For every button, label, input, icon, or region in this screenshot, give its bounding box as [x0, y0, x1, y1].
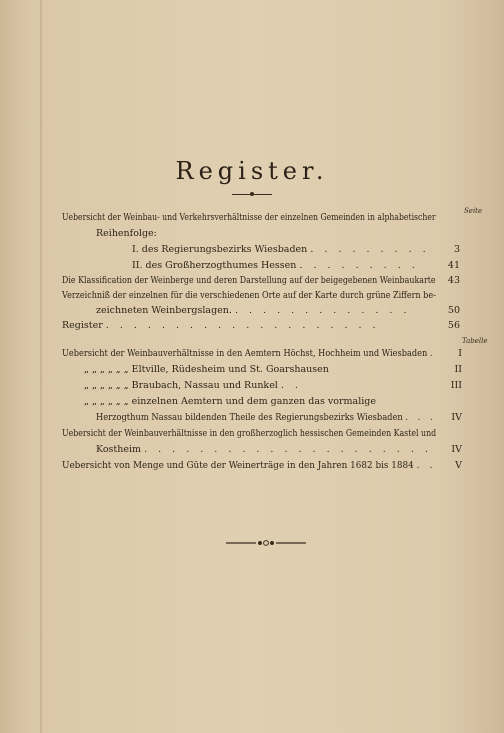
- footer-ornament: [226, 540, 306, 546]
- entry-text: Uebersicht der Weinbauverhältnisse in den Aemtern Höchst, Hochheim und Wiesbaden: [62, 348, 428, 359]
- column-head-tabelle: Tabelle: [462, 337, 488, 345]
- entry-text: Uebersicht von Menge und Güte der Weinerträge in den Jahren 1682 bis 1884: [62, 460, 414, 471]
- leader-dots: . . . . . . . . . . . . . . . . . . . .: [105, 320, 380, 331]
- table-number: IV: [451, 444, 462, 455]
- entry-text: Uebersicht der Weinbau- und Verkehrsverhältnisse der einzelnen Gemeinden in alphabetischer: [62, 212, 436, 223]
- table-number: I: [458, 348, 462, 359]
- entry-text: Herzogthum Nassau bildenden Theile des Regierungsbezirks Wiesbaden: [96, 412, 403, 423]
- toc-entry: [132, 244, 430, 256]
- entry-text: Reihenfolge:: [96, 228, 157, 239]
- toc-entry: [96, 444, 432, 456]
- entry-text: „ „ „ „ „ „ Braubach, Nassau und Runkel: [84, 380, 278, 391]
- entry-text: „ „ „ „ „ „ einzelnen Aemtern und dem ganzen das vormalige: [84, 396, 376, 407]
- page-number: 56: [447, 320, 460, 331]
- entry-text: Uebersicht der Weinbauverhältnisse in den großherzoglich hessischen Gemeinden Kastel und: [62, 429, 437, 439]
- toc-entry: [84, 396, 376, 408]
- entry-text: II. des Großherzogthumes Hessen: [132, 260, 297, 271]
- entry-text: zeichneten Weinbergslagen.: [96, 305, 232, 316]
- toc-entry: [62, 428, 436, 440]
- page-number: 43: [447, 275, 460, 286]
- toc-entry: [132, 260, 419, 272]
- toc-entry: [62, 290, 436, 302]
- leader-dots: . . .: [405, 412, 437, 423]
- toc-entry: [62, 275, 436, 287]
- entry-text: Die Klassification der Weinberge und deren Darstellung auf der beigegebenen Weinbaukarte: [62, 276, 436, 286]
- toc-entry: [62, 212, 436, 224]
- table-number: III: [450, 380, 462, 391]
- leader-dots: .: [429, 348, 436, 359]
- page-title: Register.: [175, 157, 329, 185]
- leader-dots: . .: [416, 460, 437, 471]
- page-number: 50: [447, 305, 460, 316]
- page-number: 41: [447, 260, 460, 271]
- table-number: II: [454, 364, 462, 375]
- toc-entry: [96, 228, 157, 240]
- toc-entry: [84, 364, 329, 376]
- toc-entry: [62, 460, 436, 472]
- entry-text: Kostheim: [96, 444, 142, 455]
- entry-text: „ „ „ „ „ „ Eltville, Rüdesheim und St. Goarshausen: [84, 364, 329, 375]
- entry-text: Verzeichniß der einzelnen für die verschiedenen Orte auf der Karte durch grüne Ziffern be-: [62, 291, 436, 301]
- leader-dots: . . . . . . . . .: [310, 244, 430, 255]
- toc-entry: [84, 380, 302, 392]
- leader-dots: . . . . . . . . . . . . . . . . . . . . .: [144, 444, 432, 455]
- leader-dots: . . . . . . . . . . . . .: [234, 305, 411, 316]
- page-number: 3: [453, 244, 460, 255]
- toc-entry: [96, 305, 410, 317]
- toc-entry: [62, 348, 436, 360]
- column-head-seite: Seite: [464, 207, 483, 215]
- leader-dots: . . . . . . . . .: [299, 260, 419, 271]
- toc-entry: [96, 412, 436, 424]
- entry-text: Register: [62, 320, 103, 331]
- toc-entry: [62, 320, 380, 332]
- table-number: V: [455, 460, 462, 471]
- entry-text: I. des Regierungsbezirks Wiesbaden: [132, 244, 308, 255]
- leader-dots: . .: [280, 380, 302, 391]
- table-number: IV: [451, 412, 462, 423]
- page-fold-shadow: [40, 0, 42, 733]
